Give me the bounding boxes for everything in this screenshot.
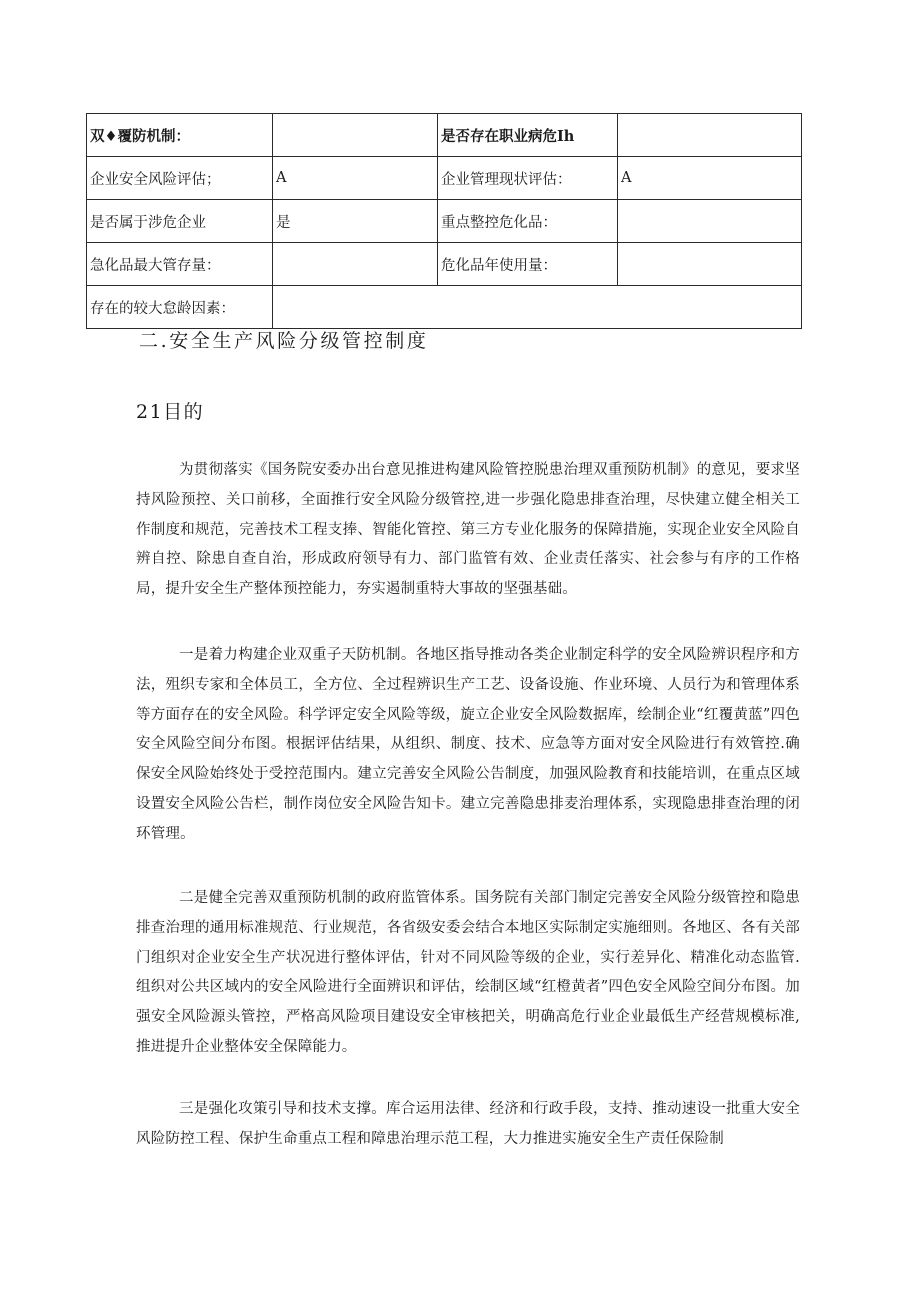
- paragraph: 二是健全完善双重预防机制的政府监管体系。国务院有关部门制定完善安全风险分级管控和隐患排查治理的通用标准规范、行业规范，各省级安委会结合本地区实际制定实施细则。各地区、各有关部门组织对企业安全生产状况进行整体评估，针对不同风险等级的企业，实行差异化、精准化动态监管.组织对公共区域内的安全风险进行全面辨识和评估，绘制区域“红橙黄者”四色安全风险空间分布图。加强安全风险源头管控，严格高风险项目建设安全审核把关，明确高危行业企业最低生产经营规模标准,推进提升企业整体安全保障能力。: [136, 890, 800, 1055]
- table-cell: [618, 200, 802, 243]
- paragraph: 三是强化攻策引导和技术支撑。库合运用法律、经济和行政手段，支持、推动速设一批重大安全风险防控工程、保护生命重点工程和障患治理示范工程，大力推进实施安全生产责任保险制: [136, 1101, 800, 1147]
- table-row: [87, 114, 802, 157]
- table-cell: [618, 114, 802, 157]
- table-cell: A: [273, 157, 438, 200]
- table-row: [87, 286, 802, 329]
- table-cell: [618, 243, 802, 286]
- subsection-title: 21目的: [136, 401, 205, 423]
- table-cell: 存在的较大怠龄因素：: [87, 286, 273, 329]
- table-cell: [273, 286, 802, 329]
- section-title: 二.安全生产风险分级管控制度: [139, 330, 429, 352]
- table-cell: 企业管理现状评估：: [438, 157, 618, 200]
- table-cell: 是: [273, 200, 438, 243]
- table-cell: 双♦覆防机制：: [87, 114, 273, 157]
- table-cell: [273, 114, 438, 157]
- table-cell: 是否属于涉危企业: [87, 200, 273, 243]
- table-cell: A: [618, 157, 802, 200]
- paragraph: 一是着力构建企业双重子天防机制。各地区指导推动各类企业制定科学的安全风险辨识程序和方法，殂织专家和全体员工，全方位、全过程辨识生产工艺、设备设施、作业环境、人员行为和管理体系等方面存在的安全风险。科学评定安全风险等级，旋立企业安全风险数据库，绘制企业“红覆黄蓝”四色安全风险空间分布图。根据评估结果，从组织、制度、技术、应急等方面对安全风险进行有效管控.确保安全风险始终处于受控范围内。建立完善安全风险公告制度，加强风险教育和技能培训，在重点区域设置安全风险公告栏，制作岗位安全风险告知卡。建立完善隐患排麦治理体系，实现隐患排查治理的闭环管理。: [136, 647, 800, 842]
- company-info-table: [86, 113, 802, 329]
- table-row: [87, 243, 802, 286]
- table-cell: 危化品年使用量：: [438, 243, 618, 286]
- table-cell: 重点整控危化品：: [438, 200, 618, 243]
- table-row: [87, 157, 802, 200]
- table-cell: 是否存在职业病危Ih: [438, 114, 618, 157]
- table-row: [87, 200, 802, 243]
- table-cell: 企业安全风险评估；: [87, 157, 273, 200]
- table-cell: 急化品最大管存量：: [87, 243, 273, 286]
- paragraph: 为贯彻落实《国务院安委办出台意见推进构建风险管控脱患治理双重预防机制》的意见，要求坚持风险预控、关口前移，全面推行安全风险分级管控,进一步强化隐患排查治理，尽快建立健全相关工作制度和规范，完善技术工程支捧、智能化管控、第三方专业化服务的保障措施，实现企业安全风险自辨自控、除患自查自治，形成政府领导有力、部门监管有效、企业责任落实、社会参与有序的工作格局，提升安全生产整体预控能力，夯实遏制重特大事故的坚强基础。: [136, 462, 800, 598]
- table-cell: [273, 243, 438, 286]
